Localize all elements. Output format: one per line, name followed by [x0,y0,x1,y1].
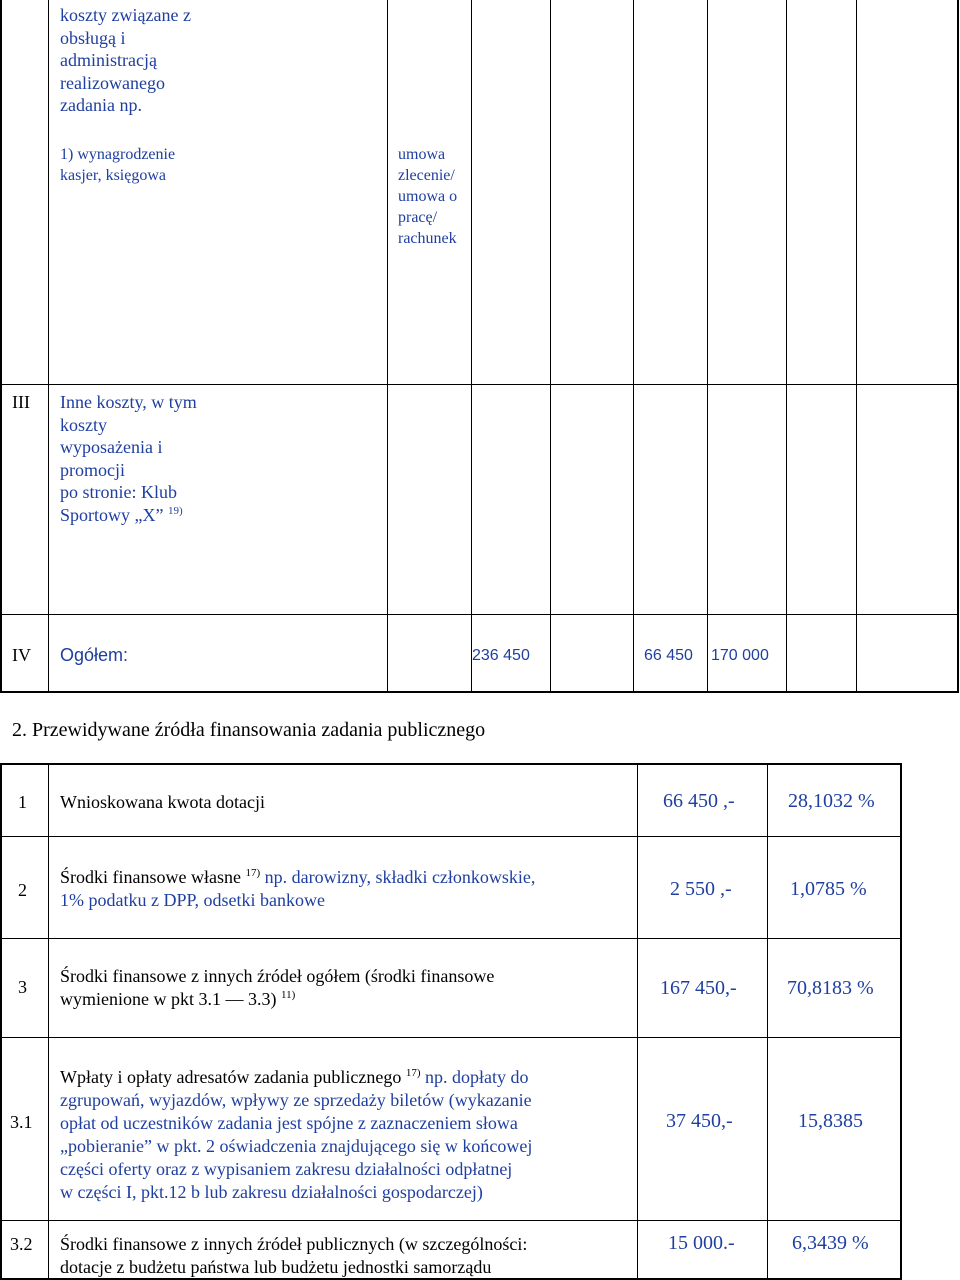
costs-contract-type [398,144,457,249]
costs-desc-line: zadania np. [60,95,142,115]
source-desc-example: zgrupowań, wyjazdów, wpływy ze sprzedaży biletów (wykazanie [60,1090,532,1110]
source-desc-text: Wpłaty i opłaty adresatów zadania publicznego [60,1067,402,1087]
row-iii-desc [60,391,197,526]
source-desc-text: wymienione w pkt 3.1 — 3.3) [60,988,277,1009]
source-number: 3.2 [10,1234,33,1254]
costs-desc-line: obsługą i [60,27,126,48]
footnote-ref: 17) [245,867,261,879]
source-percent: 28,1032 % [788,790,875,812]
source-amount: 15 000.- [668,1232,735,1254]
source-desc [60,965,494,1010]
source-desc-example: części oferty oraz z wypisaniem zakresu działalności odpłatnej [60,1159,513,1179]
footnote-ref: 17) [405,1067,421,1079]
contract-type-line: umowa o [398,188,458,205]
source-desc [60,1233,527,1279]
total-own: 170 000 [711,647,769,664]
source-desc: Wnioskowana kwota dotacji [60,792,265,812]
source-desc [60,866,535,911]
costs-item-line: 1) wynagrodzenie [60,146,176,163]
costs-desc-line: realizowanego [60,72,165,93]
total-cost: 236 450 [472,647,530,664]
source-desc-text: Środki finansowe własne [60,867,241,887]
source-number: 3 [18,977,27,997]
source-amount: 2 550 ,- [670,878,732,900]
row-iii-desc-line: po stronie: Klub [60,482,177,502]
costs-desc [60,4,191,117]
source-number: 1 [18,792,27,812]
footnote-ref: 11) [280,988,296,1001]
source-desc-text: Środki finansowe z innych źródeł ogółem (środki finansowe [60,966,495,986]
row-iii-desc-line: koszty [60,414,107,435]
contract-type-line: rachunek [398,230,457,247]
source-desc-example: np. dopłaty do [425,1067,529,1087]
source-desc-example: np. darowizny, składki członkowskie, [264,867,536,887]
costs-item [60,144,175,186]
row-iii-desc-line: Inne koszty, w tym [60,392,197,412]
contract-type-line: pracę/ [398,209,438,226]
source-desc-text: Środki finansowe z innych źródeł publicznych (w szczególności: [60,1234,528,1254]
footnote-ref: 19) [167,504,183,517]
row-iv-number: IV [12,645,31,665]
section-heading: 2. Przewidywane źródła finansowania zadania publicznego [12,719,486,741]
total-label: Ogółem: [60,645,129,665]
source-desc-example: „pobieranie” w pkt. 2 oświadczenia znajdującego się w końcowej [60,1136,533,1156]
source-amount: 66 450 ,- [663,790,735,812]
row-iii-number: III [12,392,30,412]
source-amount: 167 450,- [660,977,737,999]
costs-desc-line: koszty związane z [60,5,191,25]
total-grant: 66 450 [644,647,693,664]
row-iii-desc-line [60,504,197,527]
contract-type-line: umowa [398,146,446,163]
row-iii-desc-line: promocji [60,459,125,480]
source-amount: 37 450,- [666,1110,733,1132]
source-percent: 15,8385 [798,1110,863,1132]
costs-item-line: kasjer, księgowa [60,167,166,184]
costs-desc-line: administracją [60,50,157,70]
source-number: 3.1 [10,1112,33,1132]
source-desc-example: w części I, pkt.12 b lub zakresu działalności gospodarczej) [60,1182,483,1202]
source-desc-example: opłat od uczestników zadania jest spójne z zaznaczeniem słowa [60,1113,518,1133]
source-percent: 1,0785 % [790,878,867,900]
contract-type-line: zlecenie/ [398,167,455,184]
source-percent: 70,8183 % [787,977,874,999]
source-desc-example: 1% podatku z DPP, odsetki bankowe [60,889,325,910]
row-iii-desc-line: wyposażenia i [60,437,163,457]
source-percent: 6,3439 % [792,1232,869,1254]
source-number: 2 [18,880,27,900]
row-iii-desc-last: Sportowy „X” [60,504,164,525]
source-desc [60,1066,532,1204]
source-desc-text: dotacje z budżetu państwa lub budżetu jednostki samorządu [60,1257,492,1277]
